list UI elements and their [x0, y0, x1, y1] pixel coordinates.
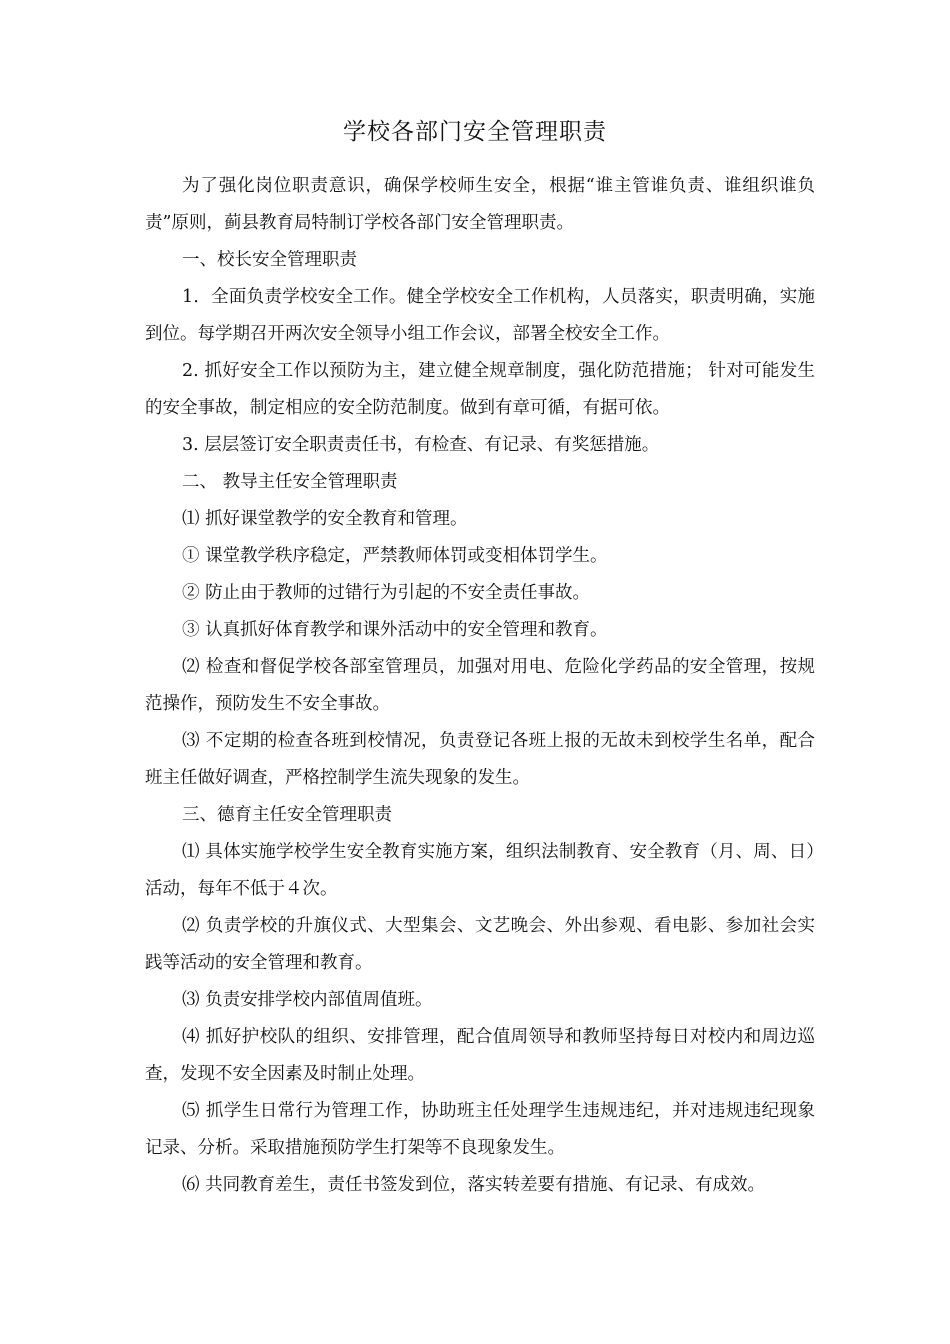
principal-duty-2: 2. 抓好安全工作以预防为主，建立健全规章制度，强化防范措施； 针对可能发生的安全事故，制定相应的安全防范制度。做到有章可循，有据可依。 — [145, 361, 815, 418]
moral-duty-1: ⑴ 具体实施学校学生安全教育实施方案，组织法制教育、安全教育（月、周、日）活动，每年不低于４次。 — [145, 842, 815, 899]
principal-duty-1: 1．全面负责学校安全工作。健全学校安全工作机构，人员落实，职责明确，实施到位。每学期召开两次安全领导小组工作会议，部署全校安全工作。 — [145, 287, 815, 344]
section-heading-moral-director: 三、德育主任安全管理职责 — [182, 805, 392, 825]
document-title: 学校各部门安全管理职责 — [343, 119, 607, 145]
section-heading-principal: 一、校长安全管理职责 — [182, 250, 357, 270]
moral-duty-2: ⑵ 负责学校的升旗仪式、大型集会、文艺晚会、外出参观、看电影、参加社会实践等活动的安全管理和教育。 — [145, 916, 815, 973]
moral-duty-5: ⑸ 抓学生日常行为管理工作，协助班主任处理学生违规违纪，并对违规违纪现象记录、分析。采取措施预防学生打架等不良现象发生。 — [145, 1101, 815, 1158]
intro-paragraph: 为了强化岗位职责意识，确保学校师生安全，根据“谁主管谁负责、谁组织谁负责”原则，蓟县教育局特制订学校各部门安全管理职责。 — [145, 176, 815, 233]
academic-duty-1-sub-2: ② 防止由于教师的过错行为引起的不安全责任事故。 — [182, 583, 591, 603]
principal-duty-3: 3. 层层签订安全职责责任书，有检查、有记录、有奖惩措施。 — [182, 435, 660, 455]
academic-duty-1-sub-1: ① 课堂教学秩序稳定，严禁教师体罚或变相体罚学生。 — [182, 546, 608, 566]
document-body — [145, 168, 815, 1204]
academic-duty-3: ⑶ 不定期的检查各班到校情况，负责登记各班上报的无故未到校学生名单，配合班主任做好调查，严格控制学生流失现象的发生。 — [145, 731, 815, 788]
moral-duty-4: ⑷ 抓好护校队的组织、安排管理，配合值周领导和教师坚持每日对校内和周边巡查，发现不安全因素及时制止处理。 — [145, 1027, 815, 1084]
moral-duty-3: ⑶ 负责安排学校内部值周值班。 — [182, 990, 433, 1010]
section-heading-academic-director: 二、 教导主任安全管理职责 — [182, 472, 398, 492]
academic-duty-1: ⑴ 抓好课堂教学的安全教育和管理。 — [182, 509, 468, 529]
moral-duty-6: ⑹ 共同教育差生，责任书签发到位，落实转差要有措施、有记录、有成效。 — [182, 1175, 766, 1195]
academic-duty-1-sub-3: ③ 认真抓好体育教学和课外活动中的安全管理和教育。 — [182, 620, 608, 640]
academic-duty-2: ⑵ 检查和督促学校各部室管理员，加强对用电、危险化学药品的安全管理，按规范操作，预防发生不安全事故。 — [145, 657, 815, 714]
